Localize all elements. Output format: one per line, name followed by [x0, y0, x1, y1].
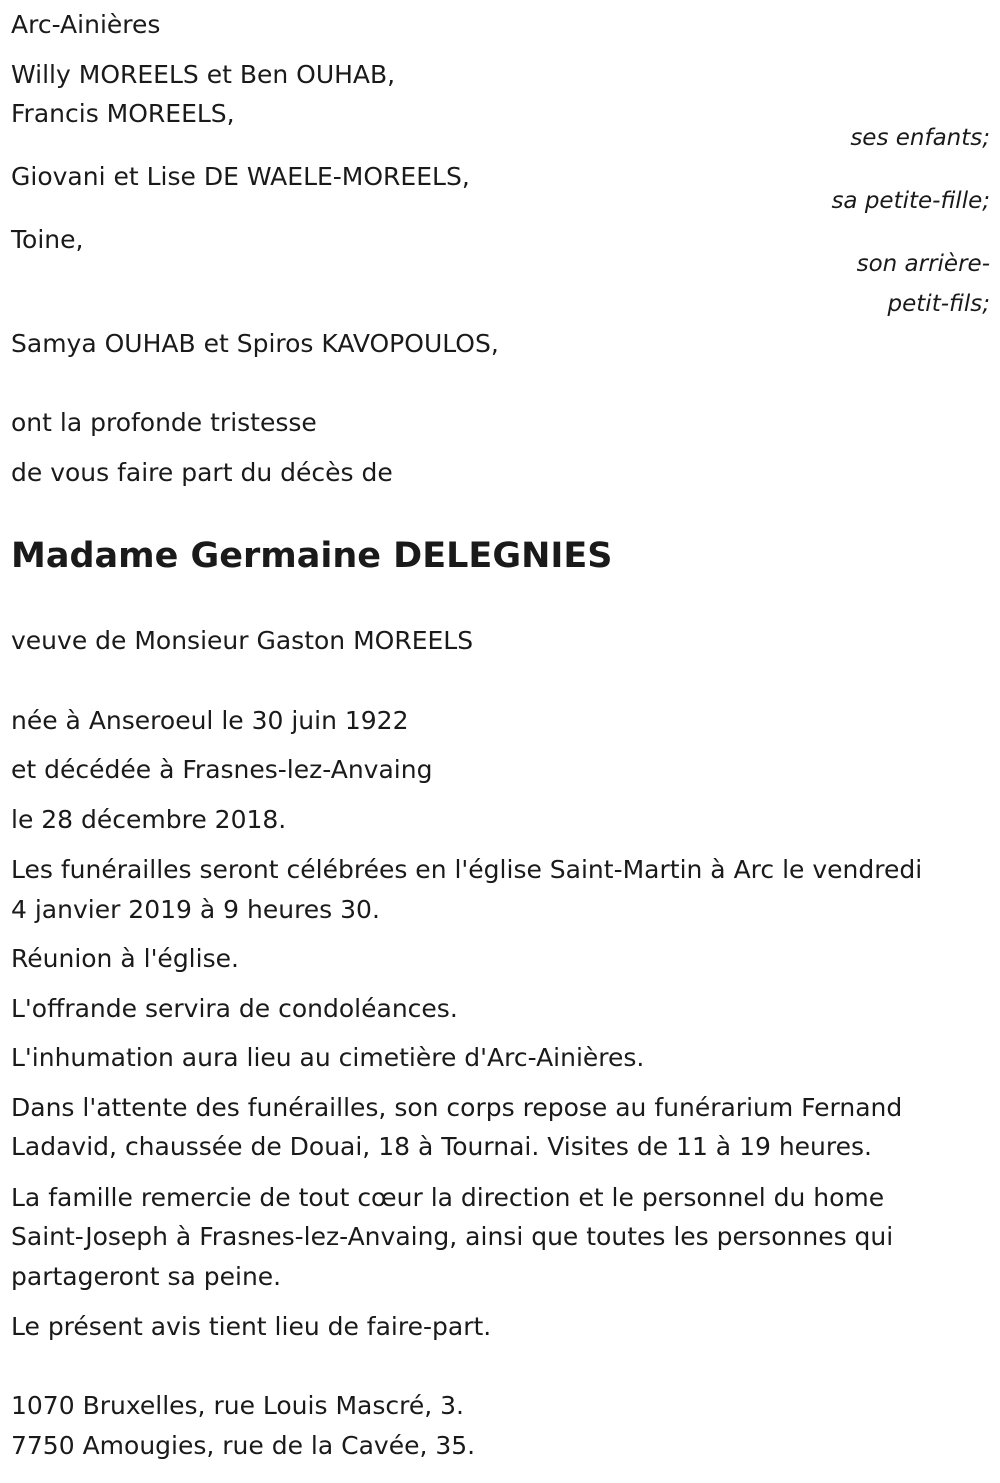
children-line-1: Willy MOREELS et Ben OUHAB,	[11, 60, 396, 89]
location: Arc-Ainières	[11, 10, 161, 39]
funeral-line-2: 4 janvier 2019 à 9 heures 30.	[11, 895, 380, 924]
others-line: Samya OUHAB et Spiros KAVOPOULOS,	[11, 329, 499, 358]
deceased-name: Madame Germaine DELEGNIES	[11, 536, 613, 576]
birth-line: née à Anseroeul le 30 juin 1922	[11, 706, 409, 735]
address-line-1: 1070 Bruxelles, rue Louis Mascré, 3.	[11, 1391, 464, 1420]
granddaughter-line: Giovani et Lise DE WAELE-MOREELS,	[11, 162, 470, 191]
great-grandson-line: Toine,	[11, 225, 84, 254]
great-grandson-role-1: son arrière-	[856, 251, 990, 277]
granddaughter-role: sa petite-fille;	[831, 188, 990, 214]
address-line-2: 7750 Amougies, rue de la Cavée, 35.	[11, 1431, 476, 1460]
offering-line: L'offrande servira de condoléances.	[11, 994, 458, 1023]
children-role: ses enfants;	[850, 125, 990, 151]
thanks-line-3: partageront sa peine.	[11, 1262, 282, 1291]
children-line-2: Francis MOREELS,	[11, 99, 235, 128]
death-line-2: le 28 décembre 2018.	[11, 805, 287, 834]
burial-line: L'inhumation aura lieu au cimetière d'Arc-Ainières.	[11, 1043, 645, 1072]
widow-of: veuve de Monsieur Gaston MOREELS	[11, 626, 474, 655]
repose-line-1: Dans l'attente des funérailles, son corps repose au funérarium Fernand	[11, 1093, 903, 1122]
funeral-line-1: Les funérailles seront célébrées en l'église Saint-Martin à Arc le vendredi	[11, 855, 923, 884]
thanks-line-1: La famille remercie de tout cœur la direction et le personnel du home	[11, 1183, 885, 1212]
thanks-line-2: Saint-Joseph à Frasnes-lez-Anvaing, ainsi que toutes les personnes qui	[11, 1222, 894, 1251]
repose-line-2: Ladavid, chaussée de Douai, 18 à Tournai. Visites de 11 à 19 heures.	[11, 1132, 872, 1161]
gathering-line: Réunion à l'église.	[11, 944, 239, 973]
announcement-line-1: ont la profonde tristesse	[11, 408, 317, 437]
death-line-1: et décédée à Frasnes-lez-Anvaing	[11, 755, 433, 784]
notice-line: Le présent avis tient lieu de faire-part.	[11, 1312, 492, 1341]
great-grandson-role-2: petit-fils;	[887, 291, 990, 317]
announcement-line-2: de vous faire part du décès de	[11, 458, 393, 487]
